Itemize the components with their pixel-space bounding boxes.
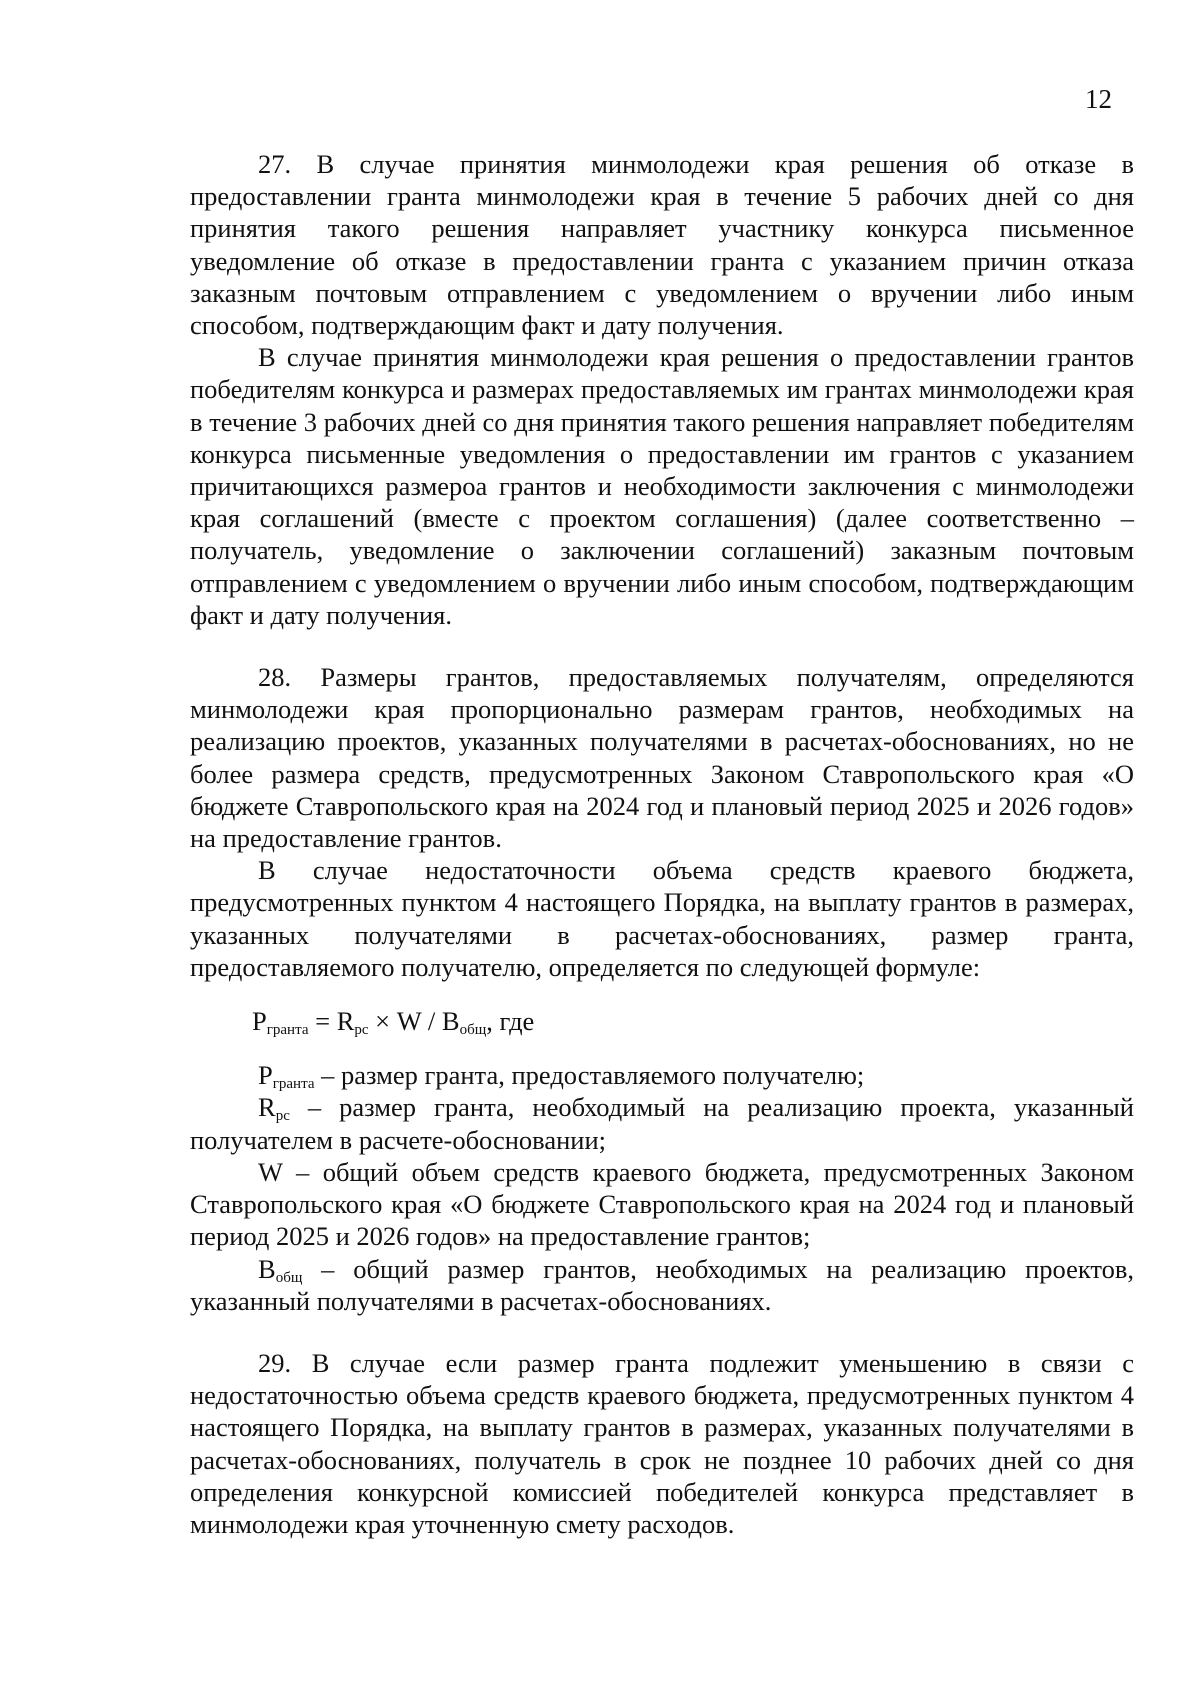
formula-p: P [252, 1006, 267, 1037]
paragraph-27: 27. В случае принятия минмолодежи края решения об отказе в предоставлении гранта минмолодежи края в течение 5 рабочих дней со дня принятия такого решения направляет участнику конкурса письменное уведомление об отказе в предоставлении гранта с указанием причин отказа заказным почтовым отправлением с уведомлением о вручении либо иным способом, подтверждающим факт и дату получения. [190, 149, 1134, 341]
definition-w: W – общий объем средств краевого бюджета, предусмотренных Законом Ставропольского края «О бюджете Ставропольского края на 2024 год и плановый период 2025 и 2026 годов» на предоставление грантов; [190, 1156, 1134, 1252]
formula-r: R [336, 1006, 355, 1037]
paragraph-29: 29. В случае если размер гранта подлежит уменьшению в связи с недостаточностью объема средств краевого бюджета, предусмотренных пунктом 4 настоящего Порядка, на выплату грантов в размерах, указанных получателями в расчетах-обоснованиях, получатель в срок не позднее 10 рабочих дней со дня определения конкурсной комиссией победителей конкурса представляет в минмолодежи края уточненную смету расходов. [190, 1347, 1134, 1539]
formula-tail: , где [486, 1006, 535, 1037]
definition-b-total [190, 1253, 1134, 1317]
paragraph-28-continued: В случае недостаточности объема средств краевого бюджета, предусмотренных пунктом 4 настоящего Порядка, на выплату грантов в размерах, указанных получателями в расчетах-обоснованиях, размер гранта, предоставляемого получателю, определяется по следующей формуле: [190, 855, 1134, 982]
formula-p-subscript: гранта [266, 1022, 309, 1039]
definition-text: – размер гранта, необходимый на реализацию проекта, указанный получателем в расчете-обосновании; [190, 1092, 1134, 1155]
page-number: 12 [1085, 84, 1112, 114]
definition-symbol: R [258, 1092, 276, 1123]
formula-r-subscript: рс [354, 1022, 369, 1039]
paragraph-28: 28. Размеры грантов, предоставляемых получателям, определяются минмолодежи края пропорционально размерам грантов, необходимых на реализацию проектов, указанных получателями в расчетах-обоснованиях, но не более размера средств, предусмотренных Законом Ставропольского края «О бюджете Ставропольского края на 2024 год и плановый период 2025 и 2026 годов» на предоставление грантов. [190, 662, 1134, 854]
definition-subscript: рс [275, 1108, 290, 1125]
definition-text: – общий размер грантов, необходимых на реализацию проектов, указанный получателями в расчетах-обоснованиях. [190, 1253, 1134, 1316]
definition-subscript: гранта [272, 1076, 315, 1093]
formula-equals: = [308, 1006, 337, 1037]
grant-formula [190, 1005, 1134, 1037]
document-body [190, 148, 1134, 1540]
definition-text: – размер гранта, предоставляемого получателю; [314, 1060, 865, 1091]
definition-subscript: общ [275, 1269, 303, 1286]
formula-b-subscript: общ [459, 1022, 487, 1039]
definition-symbol: P [258, 1060, 273, 1091]
definition-r-pc [190, 1091, 1134, 1155]
definition-symbol: B [258, 1253, 276, 1284]
paragraph-27-continued: В случае принятия минмолодежи края решения о предоставлении грантов победителям конкурса и размерах предоставляемых им грантах минмолодежи края в течение 3 рабочих дней со дня принятия такого решения направляет победителям конкурса письменные уведомления о предоставлении им грантов с указанием причитающихся размероа грантов и необходимости заключения с минмолодежи края соглашений (вместе с проектом соглашения) (далее соответственно – получатель, уведомление о заключении соглашений) заказным почтовым отправлением с уведомлением о вручении либо иным способом, подтверждающим факт и дату получения. [190, 342, 1134, 630]
formula-middle: × W / B [368, 1006, 460, 1037]
definition-p-grant [190, 1059, 1134, 1091]
